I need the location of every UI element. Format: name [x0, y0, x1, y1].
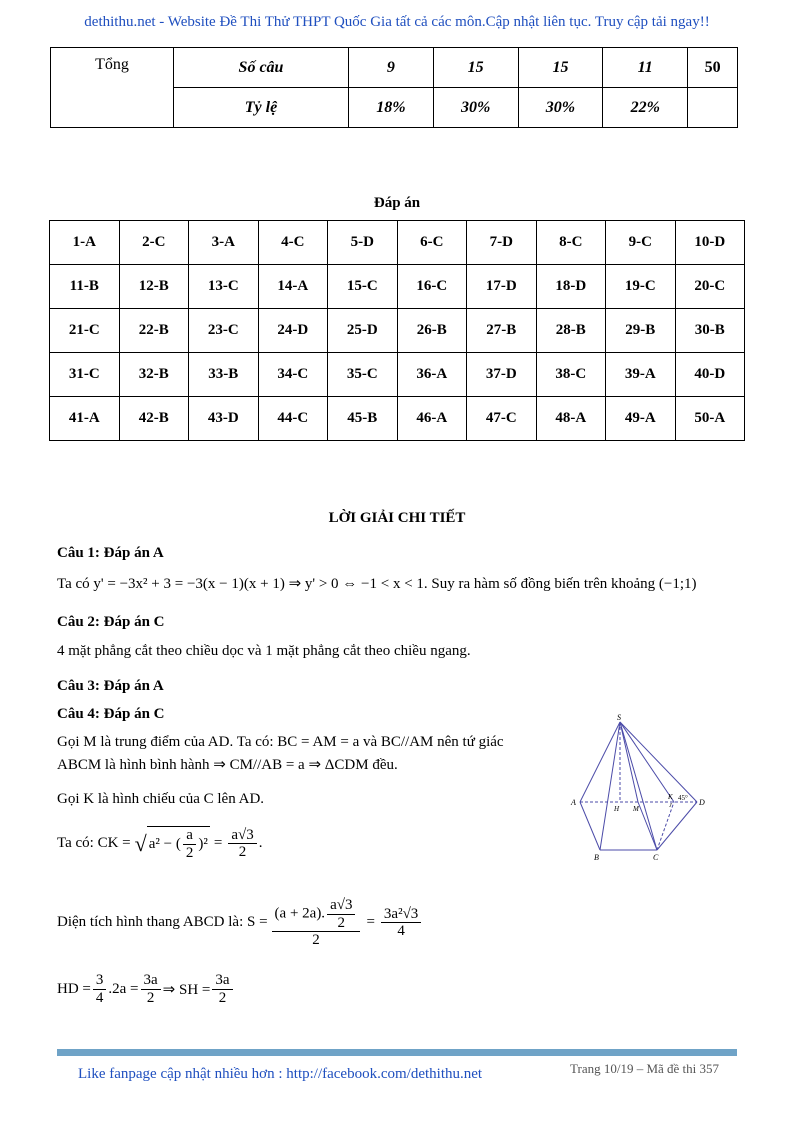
question-4-formula-ck: Ta có: CK = √ a² − ( $\frac{a}{2}$ )² = $\frac{a√3}{2}$ . [57, 826, 263, 861]
answer-cell: 26-B [397, 309, 467, 353]
answer-cell: 31-C [50, 353, 120, 397]
answer-cell: 7-D [467, 221, 537, 265]
answer-cell: 3-A [189, 221, 259, 265]
answer-cell: 12-B [119, 265, 189, 309]
question-4-line-1: Gọi M là trung điểm của AD. Ta có: BC = AM = a và BC//AM nên tứ giác [57, 734, 504, 750]
question-4-formula-area: Diện tích hình thang ABCD là: S = (a + 2a). $\frac{a√3}{2}$ 2 = $\frac{\text{3a²√3}}{4}$ [57, 897, 423, 949]
answer-cell: 6-C [397, 221, 467, 265]
answer-cell: 37-D [467, 353, 537, 397]
answer-cell: 34-C [258, 353, 328, 397]
answer-cell: 14-A [258, 265, 328, 309]
answer-cell: 45-B [328, 397, 398, 441]
answer-cell: 43-D [189, 397, 259, 441]
question-1-text: Ta có y' = −3x² + 3 = −3(x − 1)(x + 1) ⇒ y' > 0 ⇔ −1 < x < 1. Suy ra hàm số đồng biến trên khoảng (−1;1) [57, 576, 697, 592]
answers-table [49, 220, 745, 441]
table-row [50, 397, 745, 441]
table-row [51, 48, 738, 88]
answer-cell: 44-C [258, 397, 328, 441]
question-2-heading: Câu 2: Đáp án C [57, 614, 165, 630]
answer-cell: 49-A [606, 397, 676, 441]
answer-cell: 28-B [536, 309, 606, 353]
section-title: LỜI GIẢI CHI TIẾT [328, 510, 466, 526]
table-cell: 18% [349, 88, 434, 128]
label-s: S [617, 713, 621, 722]
answer-cell: 30-B [675, 309, 745, 353]
formula-part: ⇒ SH = [162, 981, 211, 998]
question-4-line-2: ABCM là hình bình hành ⇒ CM//AB = a ⇒ ΔCDM đều. [57, 757, 398, 773]
answer-cell: 35-C [328, 353, 398, 397]
answer-cell: 10-D [675, 221, 745, 265]
formula-end: . [258, 835, 263, 851]
table-cell: 15 [518, 48, 603, 88]
formula-label: Diện tích hình thang ABCD là: S = [57, 914, 268, 931]
table-cell [688, 88, 738, 128]
table-cell: 22% [603, 88, 688, 128]
table-cell: Số câu [174, 48, 349, 88]
answer-cell: 16-C [397, 265, 467, 309]
label-d: D [699, 798, 705, 807]
answer-cell: 41-A [50, 397, 120, 441]
table-cell: 30% [433, 88, 518, 128]
question-4-formula-hd: HD = $\frac{3}{4}$ .2a = $\frac{3a}{2}$ ⇒ SH = $\frac{3a}{2}$ [57, 972, 235, 1006]
answer-cell: 39-A [606, 353, 676, 397]
answer-cell: 33-B [189, 353, 259, 397]
answer-cell: 17-D [467, 265, 537, 309]
answer-cell: 38-C [536, 353, 606, 397]
answer-cell: 46-A [397, 397, 467, 441]
answer-cell: 19-C [606, 265, 676, 309]
answers-title: Đáp án [373, 195, 421, 211]
answer-cell: 36-A [397, 353, 467, 397]
answer-cell: 1-A [50, 221, 120, 265]
label-c: C [653, 853, 659, 862]
question-2-text: 4 mặt phẳng cắt theo chiều dọc và 1 mặt phẳng cắt theo chiều ngang. [57, 643, 471, 659]
answer-cell: 50-A [675, 397, 745, 441]
table-cell: Tỷ lệ [174, 88, 349, 128]
footer-page-number: Trang 10/19 – Mã đề thi 357 [570, 1061, 720, 1076]
answer-cell: 40-D [675, 353, 745, 397]
answer-cell: 15-C [328, 265, 398, 309]
answer-cell: 21-C [50, 309, 120, 353]
answer-cell: 18-D [536, 265, 606, 309]
table-cell: Tổng [51, 48, 174, 128]
answer-cell: 48-A [536, 397, 606, 441]
table-row [50, 265, 745, 309]
answer-cell: 20-C [675, 265, 745, 309]
answer-cell: 13-C [189, 265, 259, 309]
table-row [50, 309, 745, 353]
answer-cell: 42-B [119, 397, 189, 441]
answer-cell: 47-C [467, 397, 537, 441]
label-k: K [668, 793, 673, 801]
answer-cell: 5-D [328, 221, 398, 265]
answer-cell: 8-C [536, 221, 606, 265]
table-row [50, 353, 745, 397]
formula-label: Ta có: CK = [57, 835, 131, 851]
question-4-heading: Câu 4: Đáp án C [57, 706, 165, 722]
question-3-heading: Câu 3: Đáp án A [57, 678, 164, 694]
answer-cell: 24-D [258, 309, 328, 353]
answer-cell: 27-B [467, 309, 537, 353]
footer-fanpage: Like fanpage cập nhật nhiều hơn : http://facebook.com/dethithu.net [78, 1066, 483, 1082]
table-cell: 11 [603, 48, 688, 88]
table-cell: 9 [349, 48, 434, 88]
answer-cell: 29-B [606, 309, 676, 353]
table-cell: 30% [518, 88, 603, 128]
answer-cell: 11-B [50, 265, 120, 309]
answer-cell: 22-B [119, 309, 189, 353]
formula-label: HD = [57, 980, 91, 997]
label-angle: 45° [678, 794, 688, 802]
page-header: dethithu.net - Website Đề Thi Thử THPT Quốc Gia tất cả các môn.Cập nhật liên tục. Truy cập tải ngay!! [84, 14, 710, 30]
label-j: J [669, 803, 672, 809]
answer-cell: 25-D [328, 309, 398, 353]
answer-cell: 32-B [119, 353, 189, 397]
question-4-line-3: Gọi K là hình chiếu của C lên AD. [57, 791, 265, 807]
label-a: A [571, 798, 576, 807]
label-m: M [633, 805, 639, 813]
label-b: B [594, 853, 599, 862]
answer-cell: 9-C [606, 221, 676, 265]
formula-part: .2a = [108, 980, 139, 997]
table-cell: 50 [688, 48, 738, 88]
table-row [50, 221, 745, 265]
summary-table [50, 47, 738, 128]
table-cell: 15 [433, 48, 518, 88]
question-1-heading: Câu 1: Đáp án A [57, 545, 164, 561]
footer-divider [57, 1049, 737, 1056]
label-h: H [614, 805, 620, 813]
answer-cell: 2-C [119, 221, 189, 265]
pyramid-figure [565, 710, 715, 865]
answer-cell: 4-C [258, 221, 328, 265]
answer-cell: 23-C [189, 309, 259, 353]
